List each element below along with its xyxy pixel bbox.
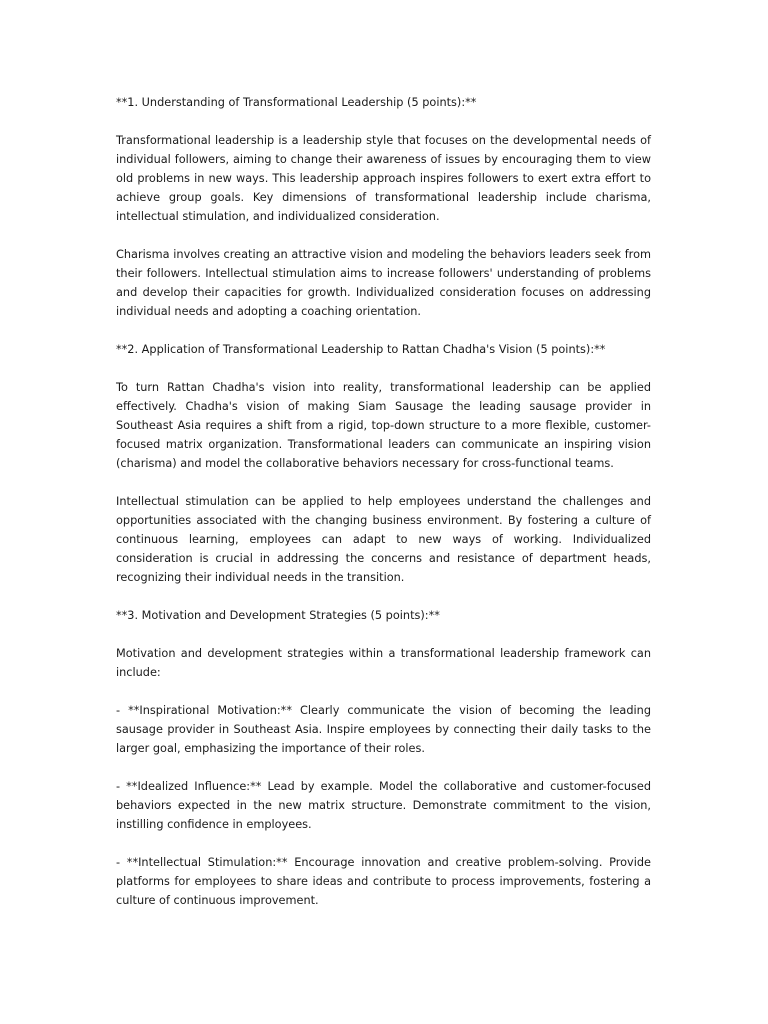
document-page <box>116 93 651 929</box>
section-heading-2: **2. Application of Transformational Leadership to Rattan Chadha's Vision (5 points):** <box>116 343 606 356</box>
bullet-item: - **Intellectual Stimulation:** Encourage innovation and creative problem-solving. Provide platforms for employees to share ideas and contribute to process improvements, fostering a culture of continuous improvement. <box>116 856 651 907</box>
body-paragraph: Motivation and development strategies within a transformational leadership framework can include: <box>116 647 651 679</box>
section-heading-3: **3. Motivation and Development Strategies (5 points):** <box>116 609 440 622</box>
bullet-item: - **Inspirational Motivation:** Clearly communicate the vision of becoming the leading sausage provider in Southeast Asia. Inspire employees by connecting their daily tasks to the larger goal, emphasizing the importance of their roles. <box>116 704 651 755</box>
body-paragraph: Transformational leadership is a leadership style that focuses on the developmental needs of individual followers, aiming to change their awareness of issues by encouraging them to view old problems in new ways. This leadership approach inspires followers to exert extra effort to achieve group goals. Key dimensions of transformational leadership include charisma, intellectual stimulation, and individualized consideration. <box>116 134 651 223</box>
section-heading-1: **1. Understanding of Transformational Leadership (5 points):** <box>116 96 477 109</box>
body-paragraph: Charisma involves creating an attractive vision and modeling the behaviors leaders seek from their followers. Intellectual stimulation aims to increase followers' understanding of problems and develop their capacities for growth. Individualized consideration focuses on addressing individual needs and adopting a coaching orientation. <box>116 248 651 318</box>
body-paragraph: To turn Rattan Chadha's vision into reality, transformational leadership can be applied effectively. Chadha's vision of making Siam Sausage the leading sausage provider in Southeast Asia requires a shift from a rigid, top-down structure to a more flexible, customer-focused matrix organization. Transformational leaders can communicate an inspiring vision (charisma) and model the collaborative behaviors necessary for cross-functional teams. <box>116 381 651 470</box>
body-paragraph: Intellectual stimulation can be applied to help employees understand the challenges and opportunities associated with the changing business environment. By fostering a culture of continuous learning, employees can adapt to new ways of working. Individualized consideration is crucial in addressing the concerns and resistance of department heads, recognizing their individual needs in the transition. <box>116 495 651 584</box>
bullet-item: - **Idealized Influence:** Lead by example. Model the collaborative and customer-focused behaviors expected in the new matrix structure. Demonstrate commitment to the vision, instilling confidence in employees. <box>116 780 651 831</box>
